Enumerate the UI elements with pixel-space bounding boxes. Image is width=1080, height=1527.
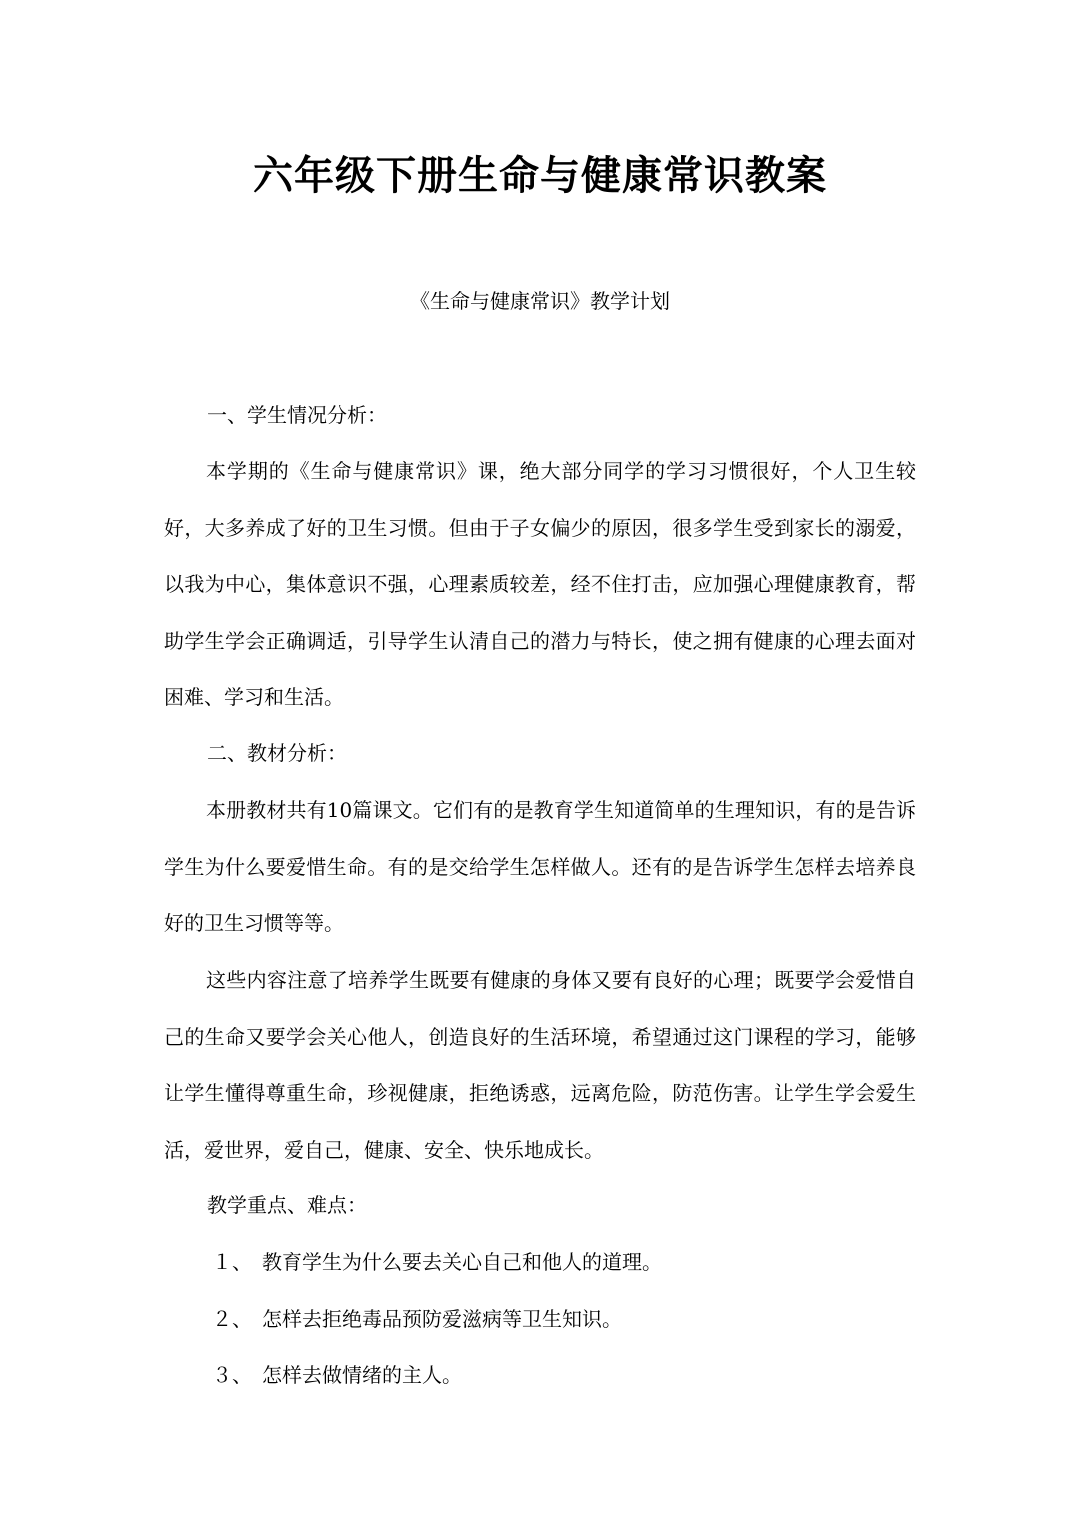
list-item-number: ３、 bbox=[212, 1363, 252, 1387]
list-item bbox=[212, 1358, 462, 1392]
section-heading-key-points: 教学重点、难点： bbox=[207, 1193, 367, 1217]
document-title: 六年级下册生命与健康常识教案 bbox=[253, 153, 827, 199]
list-item-text: 怎样去做情绪的主人。 bbox=[262, 1363, 462, 1387]
list-item-number: １、 bbox=[212, 1250, 252, 1274]
list-item bbox=[212, 1245, 662, 1279]
list-item-text: 怎样去拒绝毒品预防爱滋病等卫生知识。 bbox=[262, 1307, 622, 1331]
paragraph-textbook-overview bbox=[164, 782, 916, 952]
paragraph-textbook-goals bbox=[164, 952, 916, 1178]
list-item-number: ２、 bbox=[212, 1307, 252, 1331]
document-subtitle: 《生命与健康常识》教学计划 bbox=[410, 289, 670, 313]
list-item-text: 教育学生为什么要去关心自己和他人的道理。 bbox=[262, 1250, 662, 1274]
paragraph-text: 本学期的《生命与健康常识》课，绝大部分同学的学习习惯很好，个人卫生较好，大多养成了好的卫生习惯。但由于子女偏少的原因，很多学生受到家长的溺爱，以我为中心，集体意识不强，心理素质较差，经不住打击，应加强心理健康教育，帮助学生学会正确调适，引导学生认清自己的潜力与特长，使之拥有健康的心理去面对困难、学习和生活。 bbox=[164, 459, 916, 709]
paragraph-student-analysis bbox=[164, 443, 916, 726]
list-item bbox=[212, 1302, 622, 1336]
paragraph-text: 这些内容注意了培养学生既要有健康的身体又要有良好的心理；既要学会爱惜自己的生命又要学会关心他人，创造良好的生活环境，希望通过这门课程的学习，能够让学生懂得尊重生命，珍视健康，拒绝诱惑，远离危险，防范伤害。让学生学会爱生活，爱世界，爱自己，健康、安全、快乐地成长。 bbox=[164, 968, 916, 1162]
section-heading-student-analysis: 一、学生情况分析： bbox=[207, 403, 387, 427]
section-heading-textbook-analysis: 二、教材分析： bbox=[207, 741, 347, 765]
paragraph-text: 本册教材共有10篇课文。它们有的是教育学生知道简单的生理知识，有的是告诉学生为什么要爱惜生命。有的是交给学生怎样做人。还有的是告诉学生怎样去培养良好的卫生习惯等等。 bbox=[164, 798, 916, 935]
